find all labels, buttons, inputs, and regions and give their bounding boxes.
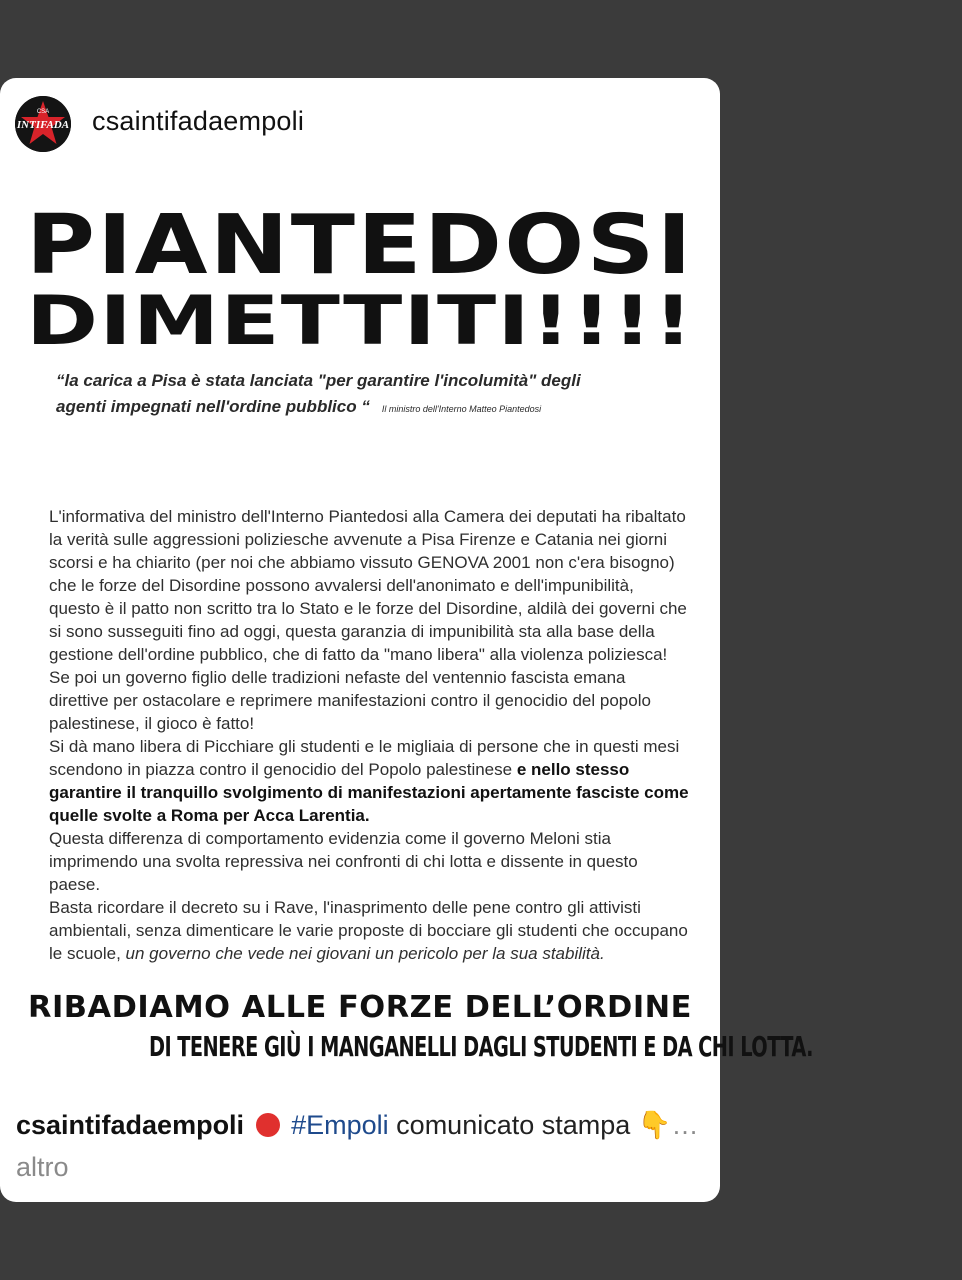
body-paragraph bbox=[49, 735, 689, 827]
body-bold-text: e nello stesso garantire il tranquillo svolgimento di manifestazioni apertamente fasciste come quelle svolte a Roma per Acca Larentia. bbox=[49, 760, 689, 825]
post-caption bbox=[16, 1104, 706, 1188]
poster-body-text bbox=[49, 505, 689, 965]
pointing-down-icon: 👇 bbox=[637, 1110, 672, 1140]
avatar-logo-text: INTIFADA bbox=[16, 119, 70, 131]
post-username[interactable]: csaintifadaempoli bbox=[92, 106, 305, 136]
caption-username[interactable]: csaintifadaempoli bbox=[16, 1110, 245, 1140]
body-italic-text: un governo che vede nei giovani un pericolo per la sua stabilità. bbox=[125, 944, 605, 963]
caption-text: comunicato stampa bbox=[396, 1110, 631, 1140]
caption-more-link[interactable]: … altro bbox=[16, 1110, 699, 1182]
body-paragraph: Se poi un governo figlio delle tradizioni nefaste del ventennio fascista emana direttive per ostacolare e reprimere manifestazioni contro il genocidio del popolo palestinese, il gioco è fatto! bbox=[49, 668, 651, 733]
body-paragraph: L'informativa del ministro dell'Interno Piantedosi alla Camera dei deputati ha ribaltato la verità sulle aggressioni poliziesche avvenute a Pisa Firenze e Catania nei giorni scorsi e ha chiarito (per noi che abbiamo vissuto GENOVA 2001 non c'era bisogno) che le forze del Disordine possono avvalersi dell'anonimato e dell'impunibilità, questo è il patto non scritto tra lo Stato e le forze del Disordine, aldilà dei governi che si sono susseguiti fino ad oggi, questa garanzia di impunibilità sta alla base della gestione dell'ordine pubblico, che di fatto da "mano libera" alla violenza poliziesca! bbox=[49, 507, 687, 664]
post-header bbox=[0, 78, 720, 170]
poster-title-line1: PIANTEDOSI bbox=[26, 198, 694, 293]
quote-attribution: Il ministro dell'Interno Matteo Piantedosi bbox=[381, 404, 542, 414]
body-text: Si dà mano libera di Picchiare gli studenti e le migliaia di persone che in questi mesi scendono in piazza contro il genocidio del Popolo palestinese bbox=[49, 737, 680, 779]
body-paragraph: Questa differenza di comportamento evidenzia come il governo Meloni stia imprimendo una svolta repressiva nei confronti di chi lotta e dissente in questo paese. bbox=[49, 829, 638, 894]
quote-line1: “la carica a Pisa è stata lanciata "per garantire l'incolumità" degli bbox=[56, 371, 581, 390]
body-paragraph bbox=[49, 896, 689, 965]
post-image[interactable] bbox=[0, 170, 813, 1085]
red-circle-icon bbox=[256, 1113, 280, 1137]
caption-hashtag[interactable]: #Empoli bbox=[291, 1110, 389, 1140]
quote-line2: agenti impegnati nell'ordine pubblico “ bbox=[56, 397, 370, 416]
post-card bbox=[0, 78, 813, 1202]
poster-quote bbox=[56, 368, 676, 422]
poster-slogan-line1: RIBADIAMO ALLE FORZE DELL’ORDINE bbox=[28, 990, 692, 1025]
poster-title-line2: DIMETTITI!!!! bbox=[25, 282, 694, 361]
body-text: Basta ricordare il decreto su i Rave, l'inasprimento delle pene contro gli attivisti ambientali, senza dimenticare le varie proposte di bocciare gli studenti che occupano le scuole, bbox=[49, 898, 688, 963]
intifada-logo-icon bbox=[15, 96, 71, 152]
poster-slogan-line2: DI TENERE GIÙ I MANGANELLI DAGLI STUDENTI E DA CHI LOTTA. bbox=[148, 1030, 813, 1063]
avatar-small-text: CSA bbox=[36, 109, 50, 115]
avatar[interactable] bbox=[15, 96, 71, 152]
